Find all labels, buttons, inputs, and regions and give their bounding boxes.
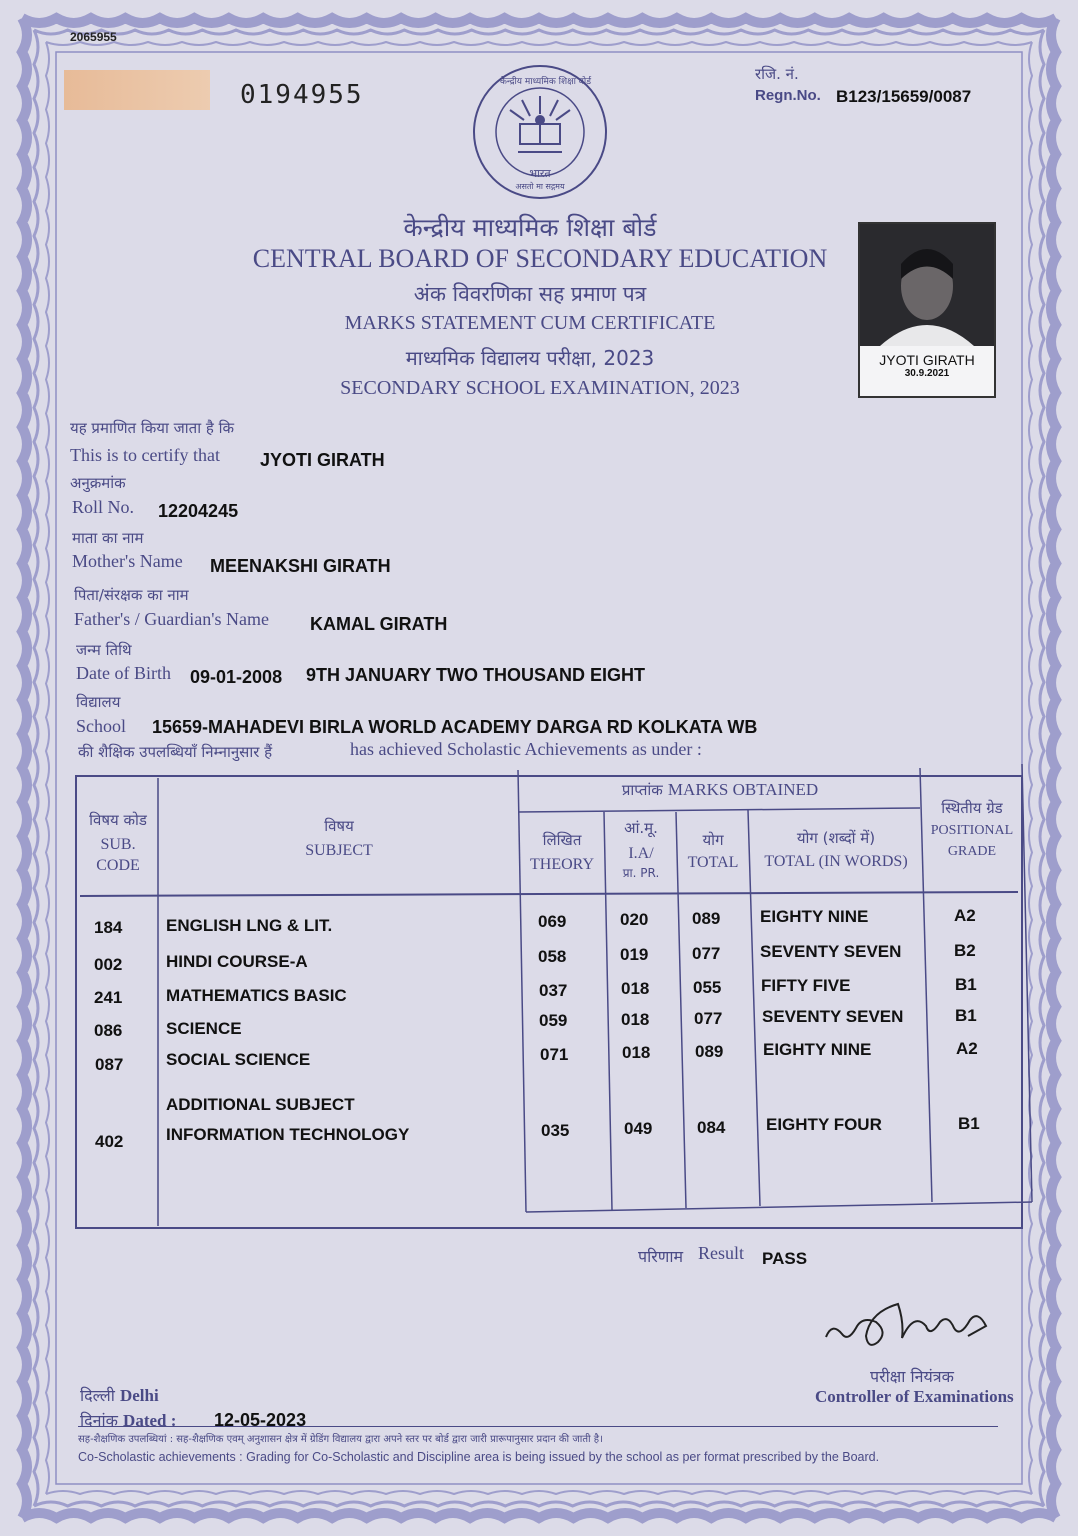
doc-title: MARKS STATEMENT CUM CERTIFICATE <box>344 312 716 334</box>
emblem-arc-text: केन्द्रीय माध्यमिक शिक्षा बोर्ड <box>500 77 592 87</box>
row-total: 089 <box>692 909 721 928</box>
row-total: 077 <box>694 1009 723 1028</box>
row-theory: 071 <box>540 1045 569 1064</box>
row-code: 002 <box>94 955 123 974</box>
row-theory: 035 <box>541 1121 570 1140</box>
regn-hindi-label: रजि. नं. <box>755 65 799 83</box>
hdr-ia-hindi: आं.मू. <box>624 819 658 837</box>
row-words: SEVENTY SEVEN <box>760 942 902 961</box>
hdr-words-hindi: योग (शब्दों में) <box>796 829 876 847</box>
hdr-theory-hindi: लिखित <box>542 831 582 849</box>
result-value: PASS <box>762 1249 808 1268</box>
hdr-ia: I.A/ <box>628 845 654 862</box>
row-total: 055 <box>693 978 722 997</box>
regn-label: Regn.No. <box>755 87 821 104</box>
row-total: 089 <box>695 1042 724 1061</box>
father-name: KAMAL GIRATH <box>310 614 448 634</box>
mother-name: MEENAKSHI GIRATH <box>210 556 391 576</box>
mother-label: Mother's Name <box>72 551 183 571</box>
hdr-code-hindi: विषय कोड <box>89 811 147 829</box>
row-code: 402 <box>95 1132 124 1151</box>
hdr-subject-hindi: विषय <box>324 817 354 835</box>
row-total: 084 <box>697 1118 726 1137</box>
row-theory: 059 <box>539 1011 568 1030</box>
hdr-marks-label: MARKS OBTAINED <box>667 780 819 799</box>
row-grade: B1 <box>955 1006 977 1025</box>
top-serial: 2065955 <box>70 30 117 44</box>
row-subject: ENGLISH LNG & LIT. <box>166 916 333 935</box>
hdr-total: TOTAL <box>687 854 739 871</box>
achieved-label: has achieved Scholastic Achievements as under : <box>350 739 702 759</box>
footer-english: Co-Scholastic achievements : Grading for Co-Scholastic and Discipline area is being issued by the school as per format prescribed by the Board. <box>78 1450 880 1464</box>
row-words: EIGHTY NINE <box>760 907 869 926</box>
hdr-marks <box>520 780 920 800</box>
hdr-code-2: CODE <box>96 857 140 874</box>
row-grade: B1 <box>955 975 977 994</box>
achieved-hindi: की शैक्षिक उपलब्धियाँ निम्नानुसार हैं <box>78 743 273 761</box>
place-label: Delhi <box>119 1386 159 1405</box>
roll-label: Roll No. <box>72 497 135 517</box>
hdr-subject: SUBJECT <box>305 842 373 859</box>
hdr-marks-hindi: प्राप्तांक <box>621 781 663 799</box>
row-theory: 069 <box>538 912 567 931</box>
row-ia: 049 <box>624 1119 653 1138</box>
hdr-code-1: SUB. <box>100 836 136 853</box>
place-hindi: दिल्ली <box>80 1386 115 1405</box>
row-code: 241 <box>94 988 123 1007</box>
dated <box>80 1409 176 1431</box>
roll-number: 12204245 <box>158 501 239 521</box>
dob-value: 09-01-2008 <box>190 667 283 687</box>
row-code: 086 <box>94 1021 123 1040</box>
place <box>80 1384 159 1406</box>
result-label: Result <box>698 1243 745 1263</box>
certificate-number: 0194955 <box>240 80 364 110</box>
regn-value: B123/15659/0087 <box>836 87 972 106</box>
row-words: SEVENTY SEVEN <box>762 1007 904 1026</box>
certify-hindi: यह प्रमाणित किया जाता है कि <box>70 419 234 437</box>
board-hindi-name: केन्द्रीय माध्यमिक शिक्षा बोर्ड <box>403 213 657 242</box>
hdr-words: TOTAL (IN WORDS) <box>764 853 908 870</box>
school-hindi: विद्यालय <box>76 693 121 711</box>
exam-hindi-title: माध्यमिक विद्यालय परीक्षा, 2023 <box>405 346 655 370</box>
row-words: FIFTY FIVE <box>761 976 851 995</box>
dob-label: Date of Birth <box>76 663 171 683</box>
result-hindi: परिणाम <box>638 1247 684 1266</box>
school-label: School <box>76 716 127 736</box>
footer-divider <box>78 1426 998 1427</box>
hdr-total-hindi: योग <box>702 831 724 849</box>
controller-hindi: परीक्षा नियंत्रक <box>870 1367 954 1386</box>
emblem-bottom-text: भारत <box>529 167 551 180</box>
dated-label: Dated : <box>123 1411 177 1430</box>
hdr-grade-2: GRADE <box>947 844 997 859</box>
hdr-ia-pr: प्रा. PR. <box>622 866 660 880</box>
student-name: JYOTI GIRATH <box>260 450 385 470</box>
row-ia: 018 <box>621 979 650 998</box>
certify-label: This is to certify that <box>70 445 220 465</box>
row-grade: B1 <box>958 1114 980 1133</box>
hdr-theory: THEORY <box>530 856 594 873</box>
mother-hindi: माता का नाम <box>72 529 144 547</box>
row-words: EIGHTY FOUR <box>766 1115 882 1134</box>
row-theory: 058 <box>538 947 567 966</box>
row-subject: MATHEMATICS BASIC <box>166 986 347 1005</box>
father-hindi: पिता/संरक्षक का नाम <box>74 586 189 604</box>
row-grade: A2 <box>956 1039 978 1058</box>
dated-hindi: दिनांक <box>80 1411 118 1430</box>
hdr-grade-hindi: स्थितीय ग्रेड <box>941 799 1003 817</box>
dated-value: 12-05-2023 <box>214 1410 307 1430</box>
exam-title: SECONDARY SCHOOL EXAMINATION, 2023 <box>340 377 740 399</box>
row-subject: HINDI COURSE-A <box>166 952 308 971</box>
controller-label: Controller of Examinations <box>815 1387 1014 1406</box>
roll-hindi: अनुक्रमांक <box>70 474 126 492</box>
hdr-grade-1: POSITIONAL <box>930 823 1014 838</box>
row-ia: 020 <box>620 910 649 929</box>
row-grade: A2 <box>954 906 976 925</box>
controller-signature <box>818 1292 1018 1362</box>
row-ia: 018 <box>622 1043 651 1062</box>
dob-hindi: जन्म तिथि <box>76 641 132 659</box>
footer-hindi: सह-शैक्षणिक उपलब्धियां : सह-शैक्षणिक एवम् अनुशासन क्षेत्र में ग्रेडिंग विद्यालय द्वारा अपने स्तर पर बोर्ड द्वारा जारी प्रारूपानुसार प्रदान की जाती है। <box>78 1434 603 1445</box>
row-code: 087 <box>95 1055 124 1074</box>
row-subject: SOCIAL SCIENCE <box>166 1050 311 1069</box>
board-name: CENTRAL BOARD OF SECONDARY EDUCATION <box>252 244 828 273</box>
school-name: 15659-MAHADEVI BIRLA WORLD ACADEMY DARGA RD KOLKATA WB <box>152 717 758 737</box>
row-words: EIGHTY NINE <box>763 1040 872 1059</box>
row-ia: 018 <box>621 1010 650 1029</box>
father-label: Father's / Guardian's Name <box>74 609 269 629</box>
row-ia: 019 <box>620 945 649 964</box>
row-code: 184 <box>94 918 123 937</box>
additional-heading: ADDITIONAL SUBJECT <box>166 1095 355 1114</box>
doc-hindi-title: अंक विवरणिका सह प्रमाण पत्र <box>413 282 647 306</box>
row-total: 077 <box>692 944 721 963</box>
row-grade: B2 <box>954 941 976 960</box>
emblem-motto: असतो मा सद्गमय <box>515 182 565 191</box>
dob-words: 9TH JANUARY TWO THOUSAND EIGHT <box>306 665 646 685</box>
photo-name: JYOTI GIRATH <box>879 352 975 368</box>
row-subject: SCIENCE <box>166 1019 242 1038</box>
photo-date: 30.9.2021 <box>904 368 950 379</box>
row-theory: 037 <box>539 981 568 1000</box>
row-subject: INFORMATION TECHNOLOGY <box>166 1125 410 1144</box>
